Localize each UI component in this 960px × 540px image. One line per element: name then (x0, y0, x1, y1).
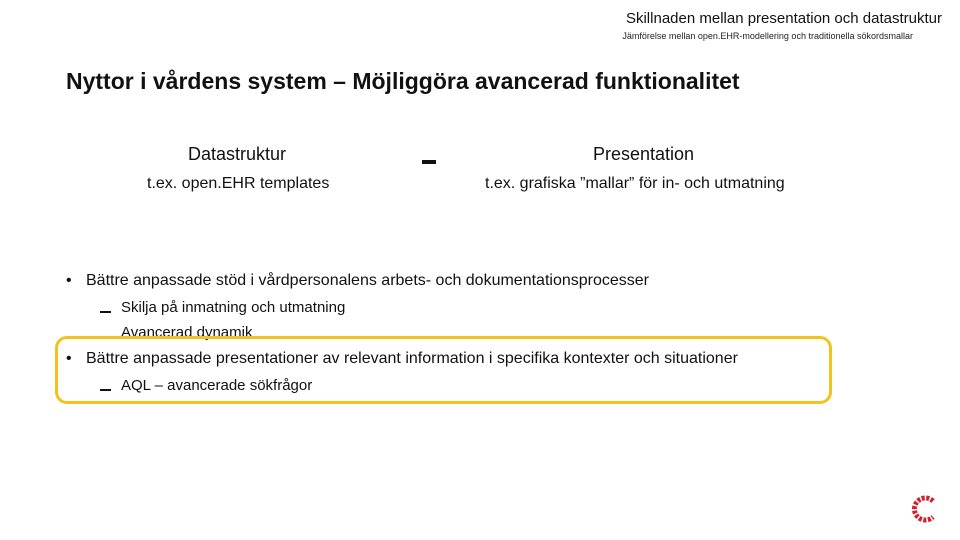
bullet-marker: • (66, 350, 72, 367)
sub-item (100, 377, 312, 394)
bullet-marker: • (66, 272, 72, 289)
right-column-example: t.ex. grafiska ”mallar” för in- och utmatning (485, 175, 785, 192)
left-column-heading: Datastruktur (188, 144, 287, 164)
left-column-example: t.ex. open.EHR templates (147, 175, 330, 192)
bullet-item (66, 350, 738, 368)
right-column-heading: Presentation (593, 144, 695, 164)
bullet-text: Bättre anpassade presentationer av relevant information i specifika kontexter och situationer (86, 350, 738, 367)
header-subtitle: Jämförelse mellan open.EHR-modellering och traditionella sökordsmallar (622, 31, 913, 41)
sub-item-text: Skilja på inmatning och utmatning (121, 299, 346, 316)
header-title: Skillnaden mellan presentation och datastruktur (625, 10, 942, 27)
sub-item-dash (100, 389, 111, 391)
bullet-text: Bättre anpassade stöd i vårdpersonalens arbets- och dokumentationsprocesser (86, 272, 649, 289)
sub-item-dash (100, 311, 111, 313)
sub-item-text: Avancerad dynamik (121, 324, 253, 341)
red-c-logo-icon (909, 494, 939, 524)
bullet-item (66, 272, 649, 290)
slide-title: Nyttor i vårdens system – Möjliggöra avancerad funktionalitet (66, 68, 740, 94)
center-dash (422, 160, 436, 164)
sub-item-text: AQL – avancerade sökfrågor (121, 377, 313, 394)
sub-item (100, 299, 345, 316)
